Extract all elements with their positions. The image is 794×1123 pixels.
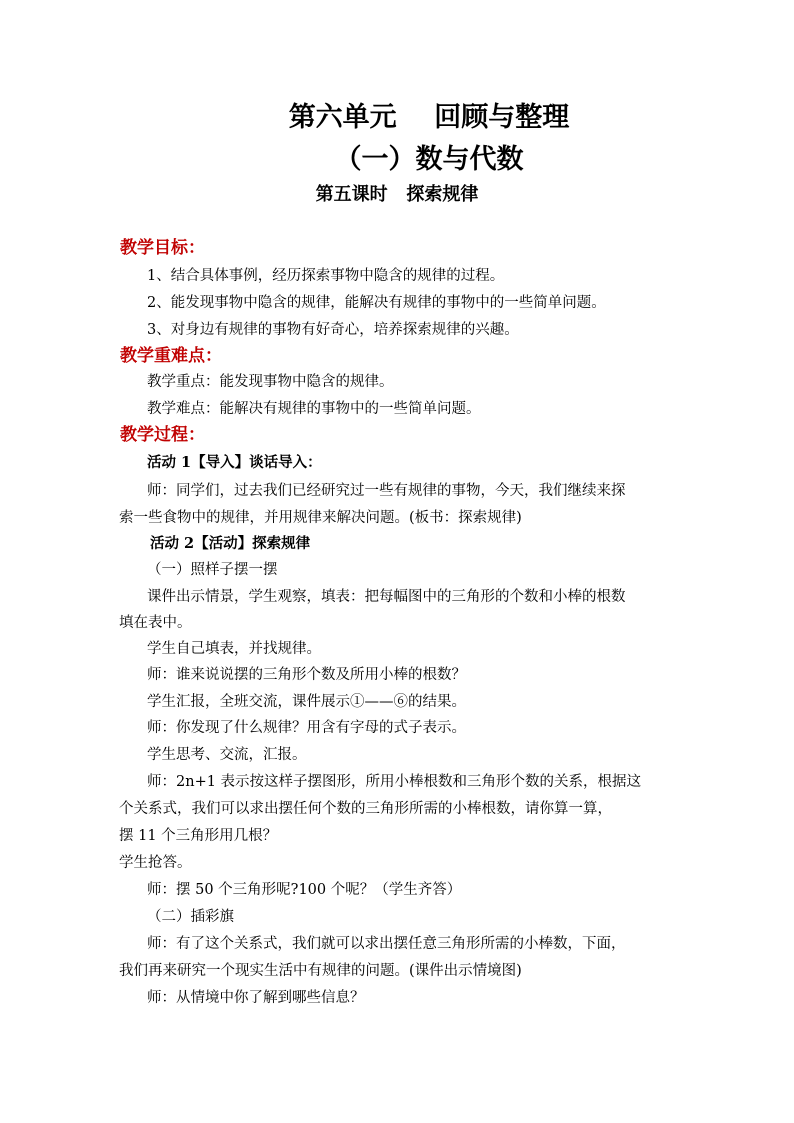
text-line: 师：2n+1 表示按这样子摆图形，所用小棒根数和三角形个数的关系，根据这 bbox=[147, 774, 642, 790]
text-line: 学生抢答。 bbox=[119, 855, 192, 871]
lesson-title: 第五课时 探索规律 bbox=[315, 184, 479, 205]
text-line: 我们再来研究一个现实生活中有规律的问题。(课件出示情境图) bbox=[119, 963, 522, 979]
section-title: （一）数与代数 bbox=[334, 144, 524, 175]
text-line: 师：同学们，过去我们已经研究过一些有规律的事物，今天，我们继续来探 bbox=[147, 483, 626, 499]
text-line: 教学难点：能解决有规律的事物中的一些简单问题。 bbox=[147, 401, 481, 417]
text-line: 个关系式，我们可以求出摆任何个数的三角形所需的小棒根数，请你算一算， bbox=[119, 801, 612, 817]
text-line: 师：摆 50 个三角形呢?100 个呢？（学生齐答） bbox=[147, 882, 462, 898]
text-line: 摆 11 个三角形用几根？ bbox=[119, 828, 278, 844]
heading-keypoints: 教学重难点： bbox=[120, 346, 222, 366]
heading-process: 教学过程： bbox=[120, 425, 205, 445]
text-line: 1、结合具体事例，经历探索事物中隐含的规律的过程。 bbox=[147, 268, 505, 284]
text-line: 学生思考、交流，汇报。 bbox=[147, 747, 307, 763]
text-line: 师：谁来说说摆的三角形个数及所用小棒的根数？ bbox=[147, 667, 466, 683]
heading-objectives: 教学目标： bbox=[120, 238, 205, 258]
text-line: 学生自己填表，并找规律。 bbox=[147, 641, 321, 657]
text-line: 3、对身边有规律的事物有好奇心，培养探索规律的兴趣。 bbox=[147, 322, 519, 338]
text-line: 2、能发现事物中隐含的规律，能解决有规律的事物中的一些简单问题。 bbox=[147, 295, 606, 311]
text-line: 教学重点：能发现事物中隐含的规律。 bbox=[147, 374, 394, 390]
subsection-heading: （一）照样子摆一摆 bbox=[147, 562, 278, 578]
text-line: 课件出示情景，学生观察，填表：把每幅图中的三角形的个数和小棒的根数 bbox=[147, 589, 626, 605]
text-line: 师：你发现了什么规律？用含有字母的式子表示。 bbox=[147, 720, 466, 736]
activity-1-heading: 活动 1【导入】谈话导入： bbox=[147, 454, 322, 471]
text-line: 师：从情境中你了解到哪些信息？ bbox=[147, 990, 365, 1006]
text-line: 师：有了这个关系式，我们就可以求出摆任意三角形所需的小棒数，下面， bbox=[147, 936, 626, 952]
text-line: 填在表中。 bbox=[119, 615, 192, 631]
text-line: 索一些食物中的规律，并用规律来解决问题。(板书：探索规律) bbox=[119, 510, 522, 526]
subsection-heading: （二）插彩旗 bbox=[147, 909, 234, 925]
activity-2-heading: 活动 2【活动】探索规律 bbox=[150, 535, 311, 552]
text-line: 学生汇报，全班交流，课件展示①——⑥的结果。 bbox=[147, 694, 466, 710]
unit-title: 第六单元 回顾与整理 bbox=[288, 102, 570, 133]
